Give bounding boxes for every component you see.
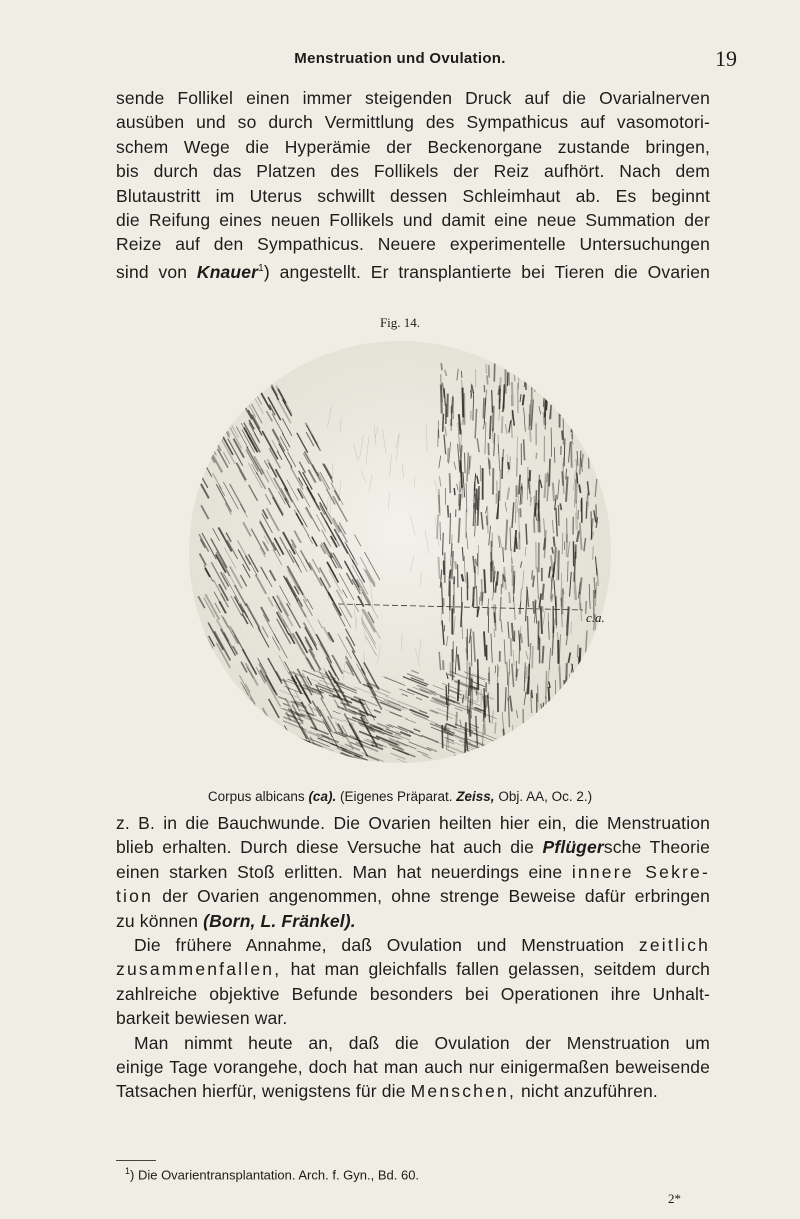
text-line: die Reifung eines neuen Follikels und damit eine neue Summation der [116, 210, 710, 231]
text-line: Reize auf den Sympathicus. Neuere experimentelle Untersuchungen [116, 234, 710, 255]
text-run: Die frühere Annahme, daß Ovulation und Menstruation [134, 935, 625, 956]
paragraph-2 [116, 811, 710, 1104]
text-run: einen starken Stoß erlitten. Man hat neuerdings eine [116, 861, 563, 882]
caption-abbr: (ca). [308, 789, 337, 804]
text-run: Tatsachen hierfür, wenigstens für die [116, 1081, 406, 1102]
footnote [125, 1166, 419, 1182]
annotation-ca: c.a. [586, 610, 605, 625]
text-line: z. B. in die Bauchwunde. Die Ovarien heilten hier ein, die Menstruation [116, 813, 710, 833]
spaced-text: innere Sekre- [571, 861, 711, 882]
author-names: (Born, L. Fränkel). [203, 910, 356, 931]
author-name: Pflüger [542, 837, 604, 858]
text-run: zu können [116, 910, 204, 931]
spaced-text: Menschen, [410, 1081, 517, 1102]
footnote-marker: 1 [125, 1166, 131, 1176]
text-line: barkeit bewiesen war. [116, 1008, 288, 1029]
caption-text: (Eigenes Präparat. [336, 789, 457, 804]
text-line [116, 909, 710, 933]
caption-text: Corpus albicans [207, 789, 309, 804]
figure-label: Fig. 14. [379, 315, 421, 330]
footnote-text: ) Die Ovarientransplantation. Arch. f. Gyn., Bd. 60. [130, 1167, 420, 1183]
footnote-rule [116, 1160, 156, 1161]
text-line [116, 957, 710, 981]
text-line: einige Tage vorangehe, doch hat man auch nur einigermaßen beweisende [116, 1057, 710, 1078]
text-line [116, 933, 710, 957]
text-line: zahlreiche objektive Befunde besonders bei Operationen ihre Unhalt- [116, 983, 710, 1004]
text-run: nicht anzuführen. [521, 1081, 658, 1102]
page-number: 19 [715, 46, 737, 71]
text-line: ausüben und so durch Vermittlung des Sympathicus auf vasomotori- [116, 112, 710, 133]
text-run: hat man gleichfalls fallen gelassen, seitdem durch [290, 959, 711, 980]
text-line [116, 860, 710, 884]
text-line [116, 257, 710, 284]
text-run: ) angestellt. Er transplantierte bei Tieren die Ovarien [263, 261, 710, 282]
header-title: Menstruation und Ovulation. [294, 50, 506, 67]
text-line: schem Wege die Hyperämie der Beckenorgane zustande bringen, [116, 136, 710, 157]
caption-brand: Zeiss, [456, 789, 495, 804]
text-line [116, 884, 710, 908]
text-line: bis durch das Platzen des Follikels der Reiz aufhört. Nach dem [116, 161, 710, 182]
author-name: Knauer [196, 261, 259, 282]
text-run: sche Theorie [603, 837, 710, 858]
text-line: sende Follikel einen immer steigenden Druck auf die Ovarialnerven [116, 88, 710, 108]
micrograph-figure [188, 340, 612, 764]
text-run: blieb erhalten. Durch diese Versuche hat auch die [116, 837, 534, 858]
text-run: der Ovarien angenommen, ohne strenge Beweise dafür erbringen [162, 886, 710, 907]
caption-text: Obj. AA, Oc. 2.) [494, 789, 593, 804]
text-line [116, 835, 710, 859]
text-line: Man nimmt heute an, daß die Ovulation der Menstruation um [134, 1032, 710, 1053]
signature-mark: 2* [668, 1191, 681, 1206]
spaced-text: zusammenfallen, [116, 959, 282, 980]
text-line: Blutaustritt im Uterus schwillt dessen Schleimhaut ab. Es beginnt [116, 185, 710, 206]
running-header [0, 44, 800, 74]
figure-caption [0, 789, 800, 804]
paragraph-1 [116, 86, 710, 284]
spaced-text: tion [116, 886, 154, 907]
spaced-text: zeitlich [638, 935, 710, 956]
text-run: sind von [116, 261, 197, 282]
text-line [116, 1079, 710, 1103]
footnote-ref: 1 [258, 262, 264, 274]
